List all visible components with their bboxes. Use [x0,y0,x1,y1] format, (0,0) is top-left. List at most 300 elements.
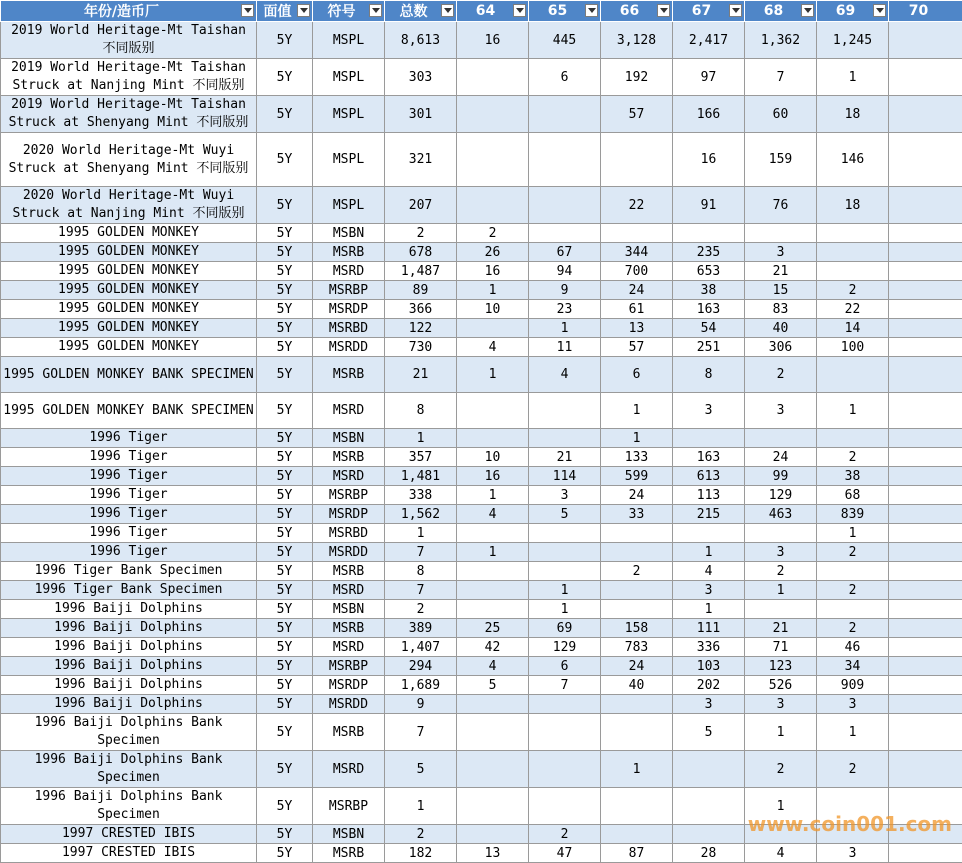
cell-grade-67[interactable]: 215 [673,505,745,524]
cell-grade-65[interactable]: 129 [529,638,601,657]
cell-grade-70[interactable] [889,262,962,281]
cell-total[interactable]: 1 [385,429,457,448]
cell-grade-66[interactable]: 87 [601,844,673,863]
cell-grade-64[interactable] [457,393,529,429]
cell-denomination[interactable]: 5Y [257,695,313,714]
cell-denomination[interactable]: 5Y [257,319,313,338]
cell-grade-65[interactable]: 69 [529,619,601,638]
cell-grade-66[interactable]: 783 [601,638,673,657]
cell-grade-65[interactable]: 11 [529,338,601,357]
cell-grade-67[interactable] [673,788,745,825]
cell-grade-64[interactable]: 1 [457,543,529,562]
cell-grade-68[interactable]: 1 [745,581,817,600]
cell-grade-70[interactable] [889,187,962,224]
cell-name[interactable]: 1996 Baiji Dolphins [1,619,257,638]
cell-denomination[interactable]: 5Y [257,505,313,524]
cell-grade-67[interactable]: 166 [673,96,745,133]
cell-grade-69[interactable]: 18 [817,187,889,224]
cell-grade-70[interactable] [889,844,962,863]
cell-grade-68[interactable] [745,524,817,543]
cell-grade-67[interactable] [673,429,745,448]
cell-name[interactable]: 2019 World Heritage-Mt Taishan 不同版别 [1,22,257,59]
cell-grade-70[interactable] [889,524,962,543]
cell-grade-67[interactable]: 3 [673,695,745,714]
cell-symbol[interactable]: MSRB [313,844,385,863]
cell-grade-66[interactable]: 57 [601,96,673,133]
cell-grade-68[interactable]: 76 [745,187,817,224]
cell-denomination[interactable]: 5Y [257,543,313,562]
cell-name[interactable]: 2019 World Heritage-Mt Taishan Struck at Shenyang Mint 不同版别 [1,96,257,133]
cell-grade-65[interactable] [529,96,601,133]
cell-grade-65[interactable]: 1 [529,600,601,619]
cell-grade-68[interactable]: 1,362 [745,22,817,59]
cell-name[interactable]: 1996 Tiger Bank Specimen [1,581,257,600]
cell-total[interactable]: 389 [385,619,457,638]
cell-grade-66[interactable] [601,543,673,562]
cell-grade-64[interactable] [457,59,529,96]
cell-total[interactable]: 2 [385,600,457,619]
cell-grade-65[interactable]: 23 [529,300,601,319]
cell-symbol[interactable]: MSRBD [313,524,385,543]
cell-grade-70[interactable] [889,788,962,825]
cell-grade-67[interactable]: 3 [673,581,745,600]
cell-grade-67[interactable]: 4 [673,562,745,581]
cell-name[interactable]: 1995 GOLDEN MONKEY [1,338,257,357]
cell-grade-68[interactable]: 4 [745,844,817,863]
cell-grade-67[interactable] [673,825,745,844]
filter-dropdown-icon[interactable] [369,4,382,17]
cell-grade-69[interactable]: 2 [817,281,889,300]
cell-denomination[interactable]: 5Y [257,281,313,300]
cell-grade-66[interactable]: 24 [601,657,673,676]
cell-grade-70[interactable] [889,619,962,638]
cell-grade-67[interactable]: 613 [673,467,745,486]
cell-grade-67[interactable]: 28 [673,844,745,863]
cell-name[interactable]: 1996 Tiger [1,524,257,543]
cell-symbol[interactable]: MSRDD [313,543,385,562]
cell-grade-67[interactable] [673,751,745,788]
cell-grade-66[interactable]: 13 [601,319,673,338]
cell-grade-65[interactable] [529,695,601,714]
cell-grade-69[interactable]: 18 [817,96,889,133]
cell-grade-70[interactable] [889,600,962,619]
filter-dropdown-icon[interactable] [585,4,598,17]
cell-grade-64[interactable]: 1 [457,357,529,393]
cell-grade-64[interactable] [457,133,529,187]
cell-total[interactable]: 1,487 [385,262,457,281]
cell-grade-65[interactable]: 2 [529,825,601,844]
cell-name[interactable]: 1995 GOLDEN MONKEY [1,262,257,281]
cell-grade-70[interactable] [889,825,962,844]
cell-total[interactable]: 207 [385,187,457,224]
cell-grade-69[interactable] [817,429,889,448]
cell-grade-65[interactable]: 94 [529,262,601,281]
cell-grade-70[interactable] [889,657,962,676]
cell-grade-64[interactable]: 4 [457,657,529,676]
cell-symbol[interactable]: MSRD [313,393,385,429]
cell-grade-66[interactable]: 133 [601,448,673,467]
cell-grade-64[interactable]: 2 [457,224,529,243]
cell-grade-70[interactable] [889,319,962,338]
cell-grade-68[interactable]: 1 [745,714,817,751]
cell-grade-69[interactable]: 2 [817,581,889,600]
cell-grade-70[interactable] [889,714,962,751]
cell-grade-64[interactable]: 10 [457,300,529,319]
cell-denomination[interactable]: 5Y [257,562,313,581]
cell-grade-70[interactable] [889,59,962,96]
cell-grade-64[interactable]: 1 [457,486,529,505]
cell-total[interactable]: 338 [385,486,457,505]
cell-grade-66[interactable]: 3,128 [601,22,673,59]
cell-grade-67[interactable]: 251 [673,338,745,357]
cell-grade-65[interactable]: 6 [529,59,601,96]
cell-grade-66[interactable]: 192 [601,59,673,96]
cell-grade-69[interactable]: 2 [817,448,889,467]
cell-name[interactable]: 2020 World Heritage-Mt Wuyi Struck at Shenyang Mint 不同版别 [1,133,257,187]
cell-grade-66[interactable]: 24 [601,486,673,505]
cell-symbol[interactable]: MSRBD [313,319,385,338]
cell-name[interactable]: 1996 Tiger [1,543,257,562]
cell-symbol[interactable]: MSRD [313,467,385,486]
cell-symbol[interactable]: MSBN [313,825,385,844]
cell-denomination[interactable]: 5Y [257,338,313,357]
cell-grade-67[interactable]: 336 [673,638,745,657]
cell-grade-67[interactable] [673,224,745,243]
cell-total[interactable]: 1,407 [385,638,457,657]
cell-total[interactable]: 5 [385,751,457,788]
cell-grade-65[interactable]: 114 [529,467,601,486]
cell-grade-67[interactable]: 113 [673,486,745,505]
cell-grade-68[interactable]: 99 [745,467,817,486]
cell-symbol[interactable]: MSRD [313,638,385,657]
cell-grade-67[interactable]: 3 [673,393,745,429]
cell-symbol[interactable]: MSRDP [313,676,385,695]
cell-grade-67[interactable]: 91 [673,187,745,224]
cell-grade-69[interactable]: 1 [817,393,889,429]
cell-denomination[interactable]: 5Y [257,619,313,638]
cell-name[interactable]: 1996 Baiji Dolphins Bank Specimen [1,751,257,788]
cell-grade-66[interactable] [601,224,673,243]
cell-grade-66[interactable]: 24 [601,281,673,300]
cell-grade-69[interactable]: 46 [817,638,889,657]
cell-grade-66[interactable]: 1 [601,751,673,788]
cell-denomination[interactable]: 5Y [257,243,313,262]
cell-grade-64[interactable] [457,695,529,714]
cell-grade-68[interactable]: 3 [745,543,817,562]
cell-name[interactable]: 1996 Baiji Dolphins [1,638,257,657]
cell-grade-65[interactable] [529,429,601,448]
cell-name[interactable]: 1995 GOLDEN MONKEY BANK SPECIMEN [1,357,257,393]
cell-grade-70[interactable] [889,243,962,262]
cell-symbol[interactable]: MSBN [313,429,385,448]
cell-denomination[interactable]: 5Y [257,638,313,657]
cell-denomination[interactable]: 5Y [257,581,313,600]
cell-grade-70[interactable] [889,467,962,486]
cell-grade-64[interactable] [457,319,529,338]
cell-grade-69[interactable] [817,825,889,844]
cell-name[interactable]: 1996 Baiji Dolphins Bank Specimen [1,714,257,751]
cell-grade-65[interactable] [529,187,601,224]
cell-grade-66[interactable]: 1 [601,429,673,448]
cell-total[interactable]: 321 [385,133,457,187]
cell-grade-66[interactable] [601,714,673,751]
cell-grade-66[interactable]: 700 [601,262,673,281]
cell-denomination[interactable]: 5Y [257,393,313,429]
cell-symbol[interactable]: MSRD [313,262,385,281]
cell-grade-67[interactable]: 163 [673,300,745,319]
cell-grade-69[interactable]: 100 [817,338,889,357]
cell-symbol[interactable]: MSRBP [313,486,385,505]
cell-grade-64[interactable] [457,96,529,133]
cell-symbol[interactable]: MSRB [313,714,385,751]
cell-denomination[interactable]: 5Y [257,486,313,505]
cell-name[interactable]: 1996 Baiji Dolphins [1,676,257,695]
cell-grade-64[interactable]: 4 [457,505,529,524]
cell-grade-65[interactable]: 47 [529,844,601,863]
cell-grade-70[interactable] [889,393,962,429]
cell-total[interactable]: 1,562 [385,505,457,524]
cell-grade-68[interactable] [745,224,817,243]
cell-grade-65[interactable]: 4 [529,357,601,393]
cell-grade-65[interactable]: 7 [529,676,601,695]
filter-dropdown-icon[interactable] [297,4,310,17]
filter-dropdown-icon[interactable] [441,4,454,17]
cell-grade-69[interactable] [817,262,889,281]
filter-dropdown-icon[interactable] [873,4,886,17]
cell-grade-64[interactable] [457,562,529,581]
cell-grade-68[interactable]: 306 [745,338,817,357]
cell-name[interactable]: 1996 Baiji Dolphins [1,600,257,619]
cell-name[interactable]: 1996 Tiger [1,467,257,486]
cell-total[interactable]: 301 [385,96,457,133]
cell-grade-67[interactable]: 653 [673,262,745,281]
cell-total[interactable]: 303 [385,59,457,96]
cell-total[interactable]: 21 [385,357,457,393]
cell-name[interactable]: 1995 GOLDEN MONKEY [1,224,257,243]
cell-grade-64[interactable]: 13 [457,844,529,863]
cell-total[interactable]: 7 [385,714,457,751]
cell-denomination[interactable]: 5Y [257,22,313,59]
cell-grade-70[interactable] [889,281,962,300]
cell-grade-67[interactable]: 111 [673,619,745,638]
cell-symbol[interactable]: MSRB [313,243,385,262]
filter-dropdown-icon[interactable] [657,4,670,17]
cell-grade-69[interactable]: 68 [817,486,889,505]
cell-grade-64[interactable] [457,825,529,844]
cell-denomination[interactable]: 5Y [257,429,313,448]
cell-grade-67[interactable]: 8 [673,357,745,393]
cell-grade-65[interactable] [529,562,601,581]
cell-grade-69[interactable]: 3 [817,695,889,714]
cell-grade-69[interactable]: 2 [817,543,889,562]
cell-grade-70[interactable] [889,448,962,467]
cell-grade-70[interactable] [889,338,962,357]
filter-dropdown-icon[interactable] [241,4,254,17]
cell-grade-68[interactable]: 40 [745,319,817,338]
cell-grade-67[interactable]: 163 [673,448,745,467]
cell-total[interactable]: 9 [385,695,457,714]
cell-denomination[interactable]: 5Y [257,676,313,695]
filter-dropdown-icon[interactable] [513,4,526,17]
cell-grade-68[interactable]: 3 [745,393,817,429]
cell-name[interactable]: 1996 Baiji Dolphins [1,657,257,676]
cell-grade-67[interactable]: 2,417 [673,22,745,59]
cell-denomination[interactable]: 5Y [257,751,313,788]
cell-total[interactable]: 366 [385,300,457,319]
cell-grade-68[interactable] [745,429,817,448]
cell-grade-70[interactable] [889,96,962,133]
cell-grade-66[interactable] [601,788,673,825]
cell-denomination[interactable]: 5Y [257,262,313,281]
cell-grade-68[interactable]: 21 [745,619,817,638]
cell-grade-64[interactable] [457,788,529,825]
cell-grade-68[interactable] [745,825,817,844]
cell-grade-65[interactable]: 5 [529,505,601,524]
cell-grade-65[interactable]: 1 [529,581,601,600]
cell-grade-69[interactable]: 839 [817,505,889,524]
cell-symbol[interactable]: MSRDD [313,695,385,714]
cell-grade-65[interactable]: 67 [529,243,601,262]
cell-grade-70[interactable] [889,300,962,319]
cell-grade-70[interactable] [889,676,962,695]
cell-name[interactable]: 1997 CRESTED IBIS [1,844,257,863]
cell-grade-70[interactable] [889,486,962,505]
cell-total[interactable]: 8 [385,562,457,581]
cell-grade-70[interactable] [889,695,962,714]
cell-symbol[interactable]: MSRB [313,357,385,393]
cell-denomination[interactable]: 5Y [257,224,313,243]
cell-grade-69[interactable]: 38 [817,467,889,486]
cell-grade-65[interactable] [529,788,601,825]
cell-grade-65[interactable]: 445 [529,22,601,59]
cell-grade-68[interactable]: 3 [745,695,817,714]
cell-grade-67[interactable]: 103 [673,657,745,676]
cell-grade-66[interactable]: 344 [601,243,673,262]
cell-grade-69[interactable]: 2 [817,619,889,638]
cell-grade-70[interactable] [889,133,962,187]
cell-grade-66[interactable] [601,133,673,187]
cell-grade-66[interactable]: 57 [601,338,673,357]
cell-grade-69[interactable] [817,788,889,825]
cell-symbol[interactable]: MSRDP [313,300,385,319]
cell-grade-70[interactable] [889,224,962,243]
cell-grade-69[interactable]: 1 [817,714,889,751]
cell-grade-69[interactable] [817,243,889,262]
cell-grade-66[interactable] [601,581,673,600]
cell-grade-68[interactable]: 83 [745,300,817,319]
cell-grade-64[interactable]: 16 [457,22,529,59]
cell-grade-68[interactable]: 159 [745,133,817,187]
cell-total[interactable]: 730 [385,338,457,357]
cell-grade-65[interactable] [529,524,601,543]
cell-grade-64[interactable] [457,581,529,600]
cell-grade-64[interactable] [457,429,529,448]
cell-symbol[interactable]: MSPL [313,187,385,224]
cell-total[interactable]: 182 [385,844,457,863]
cell-grade-65[interactable] [529,133,601,187]
cell-symbol[interactable]: MSRD [313,581,385,600]
cell-grade-68[interactable]: 2 [745,562,817,581]
cell-grade-70[interactable] [889,429,962,448]
cell-grade-64[interactable]: 25 [457,619,529,638]
cell-total[interactable]: 1,689 [385,676,457,695]
cell-grade-64[interactable] [457,751,529,788]
cell-name[interactable]: 1995 GOLDEN MONKEY [1,300,257,319]
cell-symbol[interactable]: MSRBP [313,788,385,825]
cell-grade-69[interactable]: 1 [817,59,889,96]
cell-grade-69[interactable]: 14 [817,319,889,338]
cell-denomination[interactable]: 5Y [257,357,313,393]
cell-grade-67[interactable]: 202 [673,676,745,695]
cell-grade-67[interactable]: 97 [673,59,745,96]
cell-grade-66[interactable]: 1 [601,393,673,429]
cell-grade-69[interactable]: 1 [817,524,889,543]
cell-total[interactable]: 294 [385,657,457,676]
filter-dropdown-icon[interactable] [801,4,814,17]
cell-grade-67[interactable]: 16 [673,133,745,187]
cell-grade-64[interactable]: 5 [457,676,529,695]
cell-grade-64[interactable] [457,600,529,619]
cell-grade-68[interactable]: 60 [745,96,817,133]
cell-symbol[interactable]: MSRD [313,751,385,788]
cell-grade-69[interactable]: 909 [817,676,889,695]
cell-total[interactable]: 2 [385,825,457,844]
cell-name[interactable]: 1995 GOLDEN MONKEY [1,281,257,300]
cell-grade-65[interactable] [529,751,601,788]
cell-grade-68[interactable]: 15 [745,281,817,300]
cell-grade-68[interactable]: 123 [745,657,817,676]
cell-denomination[interactable]: 5Y [257,714,313,751]
cell-name[interactable]: 1996 Baiji Dolphins [1,695,257,714]
cell-grade-67[interactable]: 38 [673,281,745,300]
cell-denomination[interactable]: 5Y [257,133,313,187]
cell-grade-65[interactable]: 1 [529,319,601,338]
cell-denomination[interactable]: 5Y [257,448,313,467]
cell-grade-65[interactable] [529,543,601,562]
cell-grade-69[interactable] [817,224,889,243]
cell-name[interactable]: 1995 GOLDEN MONKEY BANK SPECIMEN [1,393,257,429]
cell-grade-67[interactable]: 1 [673,543,745,562]
cell-grade-66[interactable]: 33 [601,505,673,524]
cell-grade-67[interactable] [673,524,745,543]
cell-grade-69[interactable] [817,562,889,581]
cell-grade-67[interactable]: 1 [673,600,745,619]
cell-grade-66[interactable]: 22 [601,187,673,224]
cell-grade-68[interactable] [745,600,817,619]
cell-grade-65[interactable] [529,224,601,243]
cell-grade-69[interactable] [817,600,889,619]
cell-grade-68[interactable]: 71 [745,638,817,657]
cell-symbol[interactable]: MSRB [313,619,385,638]
cell-total[interactable]: 7 [385,581,457,600]
cell-grade-69[interactable]: 34 [817,657,889,676]
cell-grade-66[interactable]: 599 [601,467,673,486]
cell-total[interactable]: 7 [385,543,457,562]
cell-total[interactable]: 89 [385,281,457,300]
cell-name[interactable]: 1997 CRESTED IBIS [1,825,257,844]
cell-grade-64[interactable]: 26 [457,243,529,262]
cell-grade-68[interactable]: 24 [745,448,817,467]
cell-name[interactable]: 2019 World Heritage-Mt Taishan Struck at Nanjing Mint 不同版别 [1,59,257,96]
cell-denomination[interactable]: 5Y [257,657,313,676]
cell-grade-66[interactable] [601,524,673,543]
cell-grade-70[interactable] [889,357,962,393]
cell-grade-69[interactable]: 22 [817,300,889,319]
cell-grade-64[interactable]: 10 [457,448,529,467]
filter-dropdown-icon[interactable] [729,4,742,17]
cell-grade-68[interactable]: 526 [745,676,817,695]
cell-grade-64[interactable] [457,187,529,224]
